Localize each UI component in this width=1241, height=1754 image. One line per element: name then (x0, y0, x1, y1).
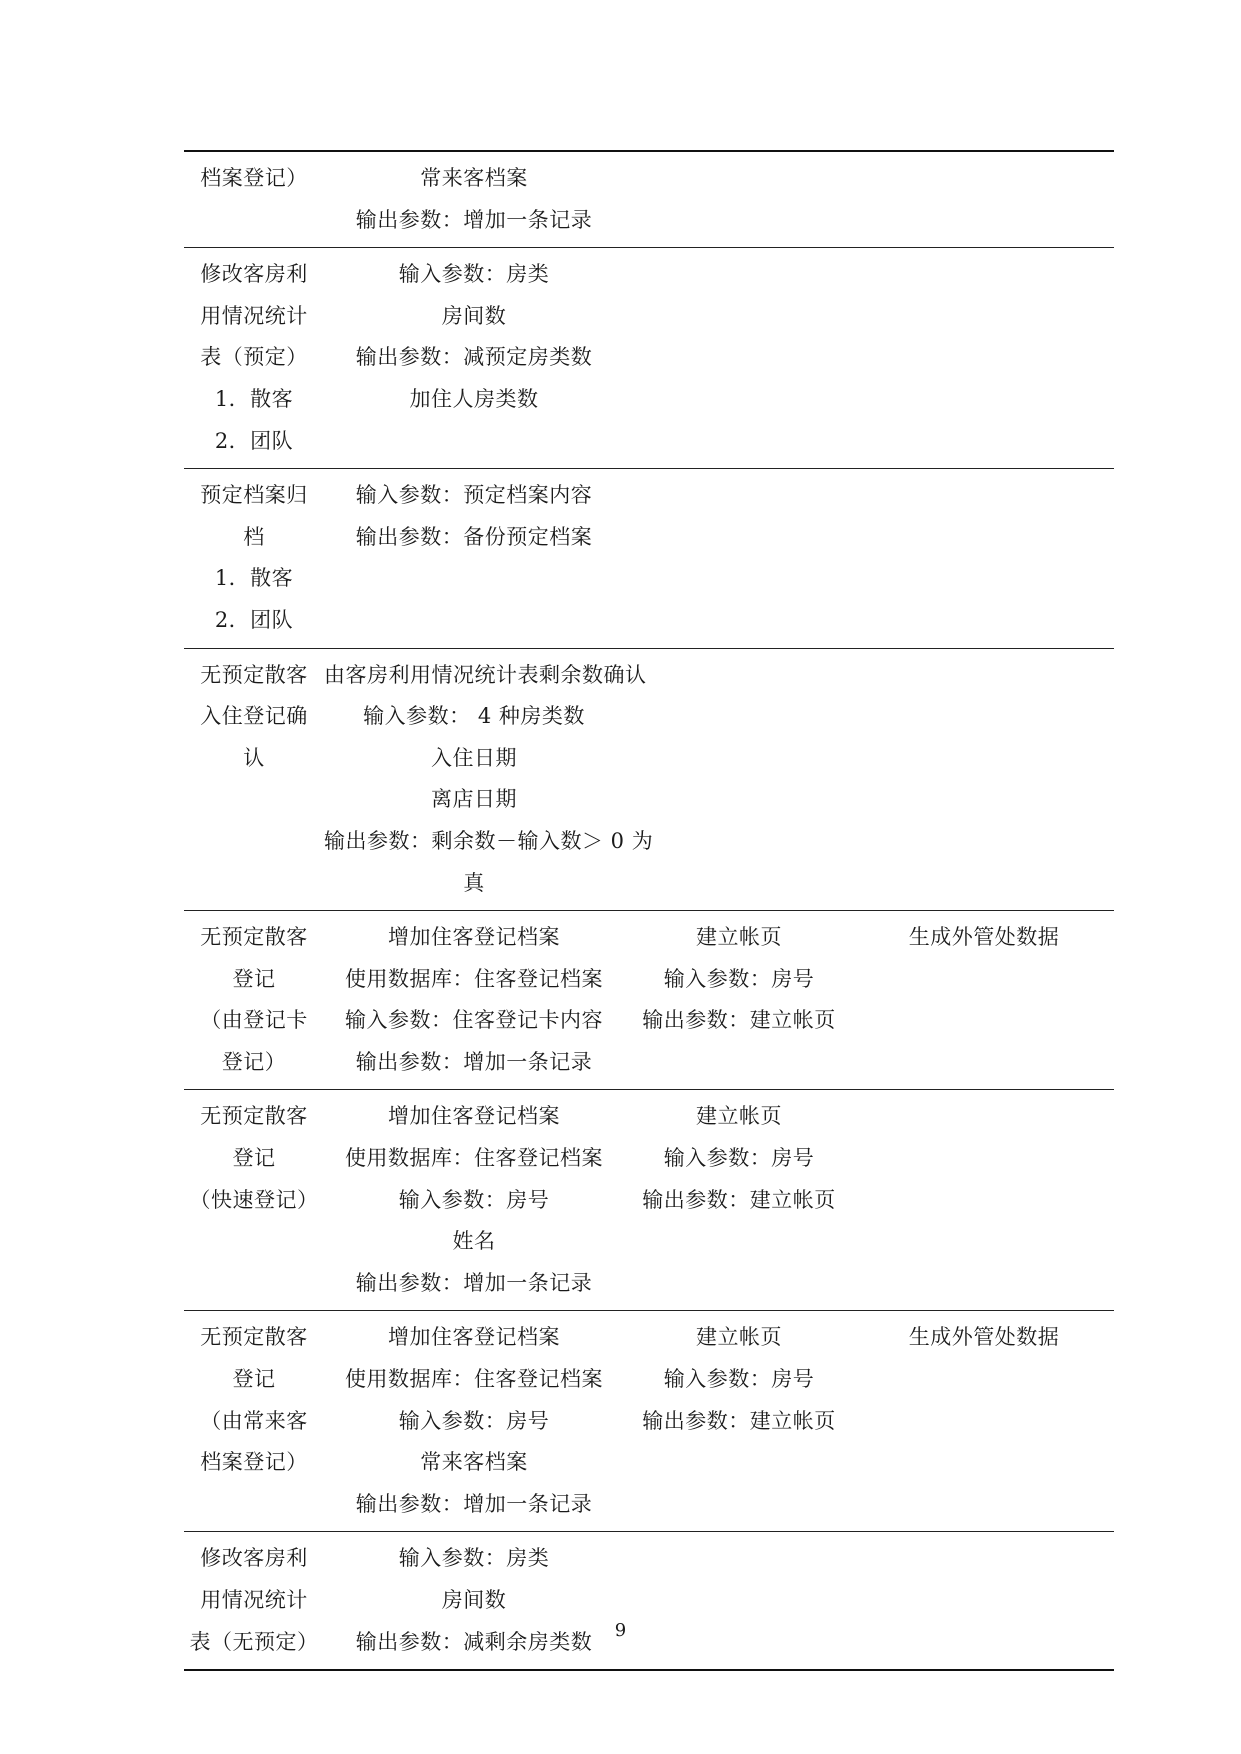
processing-line: 常来客档案 (420, 1450, 528, 1475)
function-name-line: 无预定散客 (200, 1325, 308, 1350)
function-name-cell (184, 151, 324, 248)
function-name-line: 登记 (232, 966, 276, 991)
account-line: 输入参数：房号 (663, 1146, 815, 1171)
table-row (184, 1532, 1114, 1670)
processing-line: 输出参数：增加一条记录 (355, 1270, 593, 1295)
processing-cell (324, 648, 654, 911)
processing-line: 真 (463, 870, 485, 895)
external-data-cell (854, 248, 1114, 469)
function-spec-table (184, 150, 1114, 1671)
processing-line: 增加住客登记档案 (388, 1325, 560, 1350)
function-name-line: 登记 (232, 1367, 276, 1392)
function-name-line: 登记 (232, 1146, 276, 1171)
processing-line: 入住日期 (431, 745, 517, 770)
processing-line: 输入参数：房类 (398, 262, 550, 287)
account-cell (624, 648, 854, 911)
processing-line: 使用数据库：住客登记档案 (345, 966, 603, 991)
account-line: 建立帐页 (696, 925, 782, 950)
account-cell (624, 151, 854, 248)
processing-line: 增加住客登记档案 (388, 925, 560, 950)
function-name-line: 用情况统计 (200, 303, 308, 328)
function-name-line: 无预定散客 (200, 662, 308, 687)
external-data-line: 生成外管处数据 (908, 1325, 1060, 1350)
external-data-cell (854, 648, 1114, 911)
processing-line: 使用数据库：住客登记档案 (345, 1146, 603, 1171)
table-row (184, 248, 1114, 469)
processing-line: 增加住客登记档案 (388, 1104, 560, 1129)
processing-line: 输入参数：房号 (398, 1408, 550, 1433)
processing-line: 房间数 (441, 1588, 507, 1612)
processing-cell (324, 1311, 624, 1532)
function-name-line: 1．散客 (214, 386, 294, 411)
function-name-cell (184, 911, 324, 1090)
processing-cell (324, 248, 624, 469)
external-data-cell (854, 911, 1114, 1090)
function-name-line: 修改客房利 (200, 1546, 308, 1571)
processing-cell (324, 911, 624, 1090)
function-name-line: （由常来客 (200, 1408, 308, 1433)
function-name-cell (184, 1311, 324, 1532)
processing-line: 加住人房类数 (409, 386, 539, 411)
external-data-cell (854, 1532, 1114, 1670)
function-name-line: （快速登记） (189, 1187, 319, 1212)
account-cell (624, 469, 854, 648)
processing-line: 输出参数：剩余数－输入数＞ 0 为 (324, 828, 654, 853)
account-line: 输入参数：房号 (663, 966, 815, 991)
processing-cell (324, 469, 624, 648)
function-name-line: 档 (243, 524, 265, 549)
processing-line: 姓名 (452, 1229, 496, 1254)
function-name-line: 认 (243, 745, 265, 770)
table-row (184, 469, 1114, 648)
function-name-line: 表（预定） (200, 345, 308, 370)
account-cell (624, 1532, 854, 1670)
processing-line: 输出参数：减剩余房类数 (355, 1629, 593, 1654)
function-name-line: 登记） (221, 1049, 287, 1074)
processing-line: 使用数据库：住客登记档案 (345, 1367, 603, 1392)
processing-cell (324, 1090, 624, 1311)
processing-line: 输出参数：增加一条记录 (355, 1491, 593, 1516)
function-name-cell (184, 469, 324, 648)
function-name-line: （由登记卡 (200, 1008, 308, 1033)
function-name-line: 2．团队 (214, 607, 294, 632)
processing-line: 输入参数：房类 (398, 1546, 550, 1571)
processing-cell (324, 1532, 624, 1670)
account-line: 建立帐页 (696, 1104, 782, 1129)
processing-line: 离店日期 (431, 787, 517, 812)
function-name-line: 无预定散客 (200, 925, 308, 950)
table-row (184, 911, 1114, 1090)
account-line: 输出参数：建立帐页 (642, 1408, 836, 1433)
function-name-line: 2．团队 (214, 428, 294, 453)
account-line: 输出参数：建立帐页 (642, 1187, 836, 1212)
function-name-line: 入住登记确 (200, 704, 308, 729)
account-cell (624, 1311, 854, 1532)
function-name-line: 修改客房利 (200, 262, 308, 287)
function-name-line: 档案登记） (200, 166, 308, 190)
external-data-cell (854, 1090, 1114, 1311)
external-data-cell (854, 1311, 1114, 1532)
table-row (184, 648, 1114, 911)
processing-line: 房间数 (441, 303, 507, 328)
function-name-line: 无预定散客 (200, 1104, 308, 1129)
table-row (184, 151, 1114, 248)
function-name-cell (184, 248, 324, 469)
account-cell (624, 248, 854, 469)
function-name-cell (184, 1090, 324, 1311)
table-row (184, 1311, 1114, 1532)
processing-line: 输出参数：增加一条记录 (355, 207, 593, 232)
function-name-line: 用情况统计 (200, 1588, 308, 1612)
processing-line: 输出参数：减预定房类数 (355, 345, 593, 370)
processing-line: 常来客档案 (420, 166, 528, 190)
processing-line: 输入参数： 4 种房类数 (363, 704, 585, 729)
external-data-cell (854, 151, 1114, 248)
function-name-cell (184, 1532, 324, 1670)
account-cell (624, 911, 854, 1090)
page-number: 9 (614, 1620, 627, 1641)
processing-line: 输出参数：备份预定档案 (355, 524, 593, 549)
processing-line: 输入参数：预定档案内容 (355, 483, 593, 508)
function-name-line: 档案登记） (200, 1450, 308, 1475)
external-data-cell (854, 469, 1114, 648)
processing-line: 输出参数：增加一条记录 (355, 1049, 593, 1074)
function-name-line: 预定档案归 (200, 483, 308, 508)
table-row (184, 1090, 1114, 1311)
account-line: 建立帐页 (696, 1325, 782, 1350)
account-line: 输入参数：房号 (663, 1367, 815, 1392)
external-data-line: 生成外管处数据 (908, 925, 1060, 950)
account-cell (624, 1090, 854, 1311)
function-name-cell (184, 648, 324, 911)
processing-line: 输入参数：住客登记卡内容 (345, 1008, 603, 1033)
processing-line: 由客房利用情况统计表剩余数确认 (324, 662, 647, 687)
table-body (184, 151, 1114, 1670)
account-line: 输出参数：建立帐页 (642, 1008, 836, 1033)
processing-cell (324, 151, 624, 248)
function-name-line: 表（无预定） (189, 1629, 319, 1654)
processing-line: 输入参数：房号 (398, 1187, 550, 1212)
function-name-line: 1．散客 (214, 566, 294, 591)
